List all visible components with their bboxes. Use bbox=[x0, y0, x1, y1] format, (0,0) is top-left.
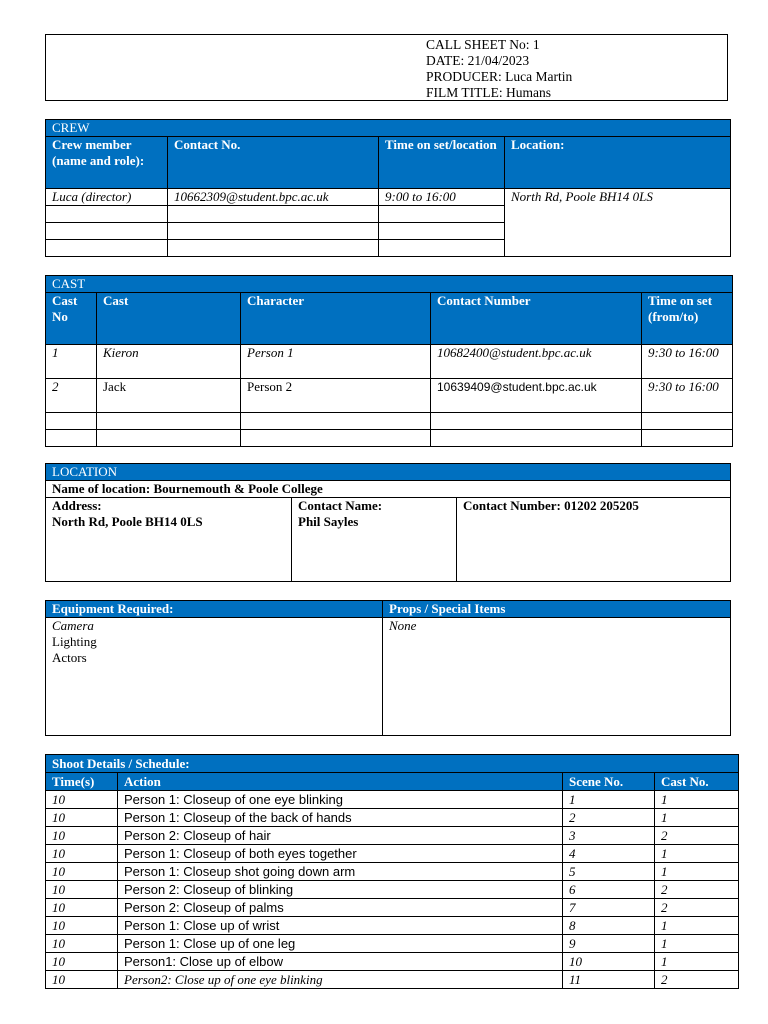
schedule-cell: 2 bbox=[655, 899, 739, 917]
schedule-cell: 1 bbox=[655, 935, 739, 953]
crew-cell bbox=[46, 240, 168, 257]
schedule-title: Shoot Details / Schedule: bbox=[46, 755, 739, 773]
schedule-row bbox=[46, 935, 739, 953]
schedule-row bbox=[46, 809, 739, 827]
crew-cell bbox=[379, 206, 505, 223]
schedule-cell: 10 bbox=[563, 953, 655, 971]
location-title: LOCATION bbox=[46, 464, 731, 481]
address-label: Address: bbox=[52, 498, 102, 513]
schedule-cell: 1 bbox=[655, 953, 739, 971]
schedule-table bbox=[45, 754, 739, 989]
cast-cell: Jack bbox=[97, 379, 241, 413]
schedule-cell: 10 bbox=[46, 809, 118, 827]
call-sheet-header bbox=[45, 34, 728, 101]
crew-cell bbox=[46, 223, 168, 240]
cast-cell bbox=[241, 413, 431, 430]
crew-cell bbox=[168, 240, 379, 257]
call-sheet-number: CALL SHEET No: 1 bbox=[426, 37, 540, 52]
crew-title: CREW bbox=[46, 120, 731, 137]
equipment-list bbox=[46, 618, 383, 736]
schedule-cell: 7 bbox=[563, 899, 655, 917]
cast-cell: 9:30 to 16:00 bbox=[642, 379, 733, 413]
schedule-row bbox=[46, 881, 739, 899]
schedule-cell: 2 bbox=[655, 881, 739, 899]
schedule-cell: Person 1: Close up of one leg bbox=[118, 935, 563, 953]
schedule-cell: 1 bbox=[655, 809, 739, 827]
crew-cell: 9:00 to 16:00 bbox=[379, 189, 505, 206]
schedule-cell: 2 bbox=[563, 809, 655, 827]
contact-name-label: Contact Name: bbox=[298, 498, 383, 513]
schedule-cell: Person 1: Closeup shot going down arm bbox=[118, 863, 563, 881]
location-name: Name of location: Bournemouth & Poole College bbox=[46, 481, 731, 498]
schedule-cell: 8 bbox=[563, 917, 655, 935]
schedule-cell: 5 bbox=[563, 863, 655, 881]
schedule-header-time: Time(s) bbox=[46, 773, 118, 791]
cast-cell: 10639409@student.bpc.ac.uk bbox=[431, 379, 642, 413]
crew-cell bbox=[379, 240, 505, 257]
cast-cell: Kieron bbox=[97, 345, 241, 379]
cast-header-character: Character bbox=[241, 293, 431, 345]
schedule-cell: 10 bbox=[46, 899, 118, 917]
cast-cell: Person 2 bbox=[241, 379, 431, 413]
equipment-item: Camera bbox=[52, 618, 94, 633]
crew-cell bbox=[168, 223, 379, 240]
crew-cell: Luca (director) bbox=[46, 189, 168, 206]
schedule-cell: 1 bbox=[655, 917, 739, 935]
cast-cell bbox=[97, 413, 241, 430]
cast-cell: 2 bbox=[46, 379, 97, 413]
schedule-cell: Person1: Close up of elbow bbox=[118, 953, 563, 971]
crew-cell bbox=[46, 206, 168, 223]
schedule-cell: Person 1: Close up of wrist bbox=[118, 917, 563, 935]
schedule-header-scene: Scene No. bbox=[563, 773, 655, 791]
crew-header-contact: Contact No. bbox=[168, 137, 379, 189]
cast-cell: Person 1 bbox=[241, 345, 431, 379]
cast-header-cast: Cast bbox=[97, 293, 241, 345]
address-value: North Rd, Poole BH14 0LS bbox=[52, 514, 203, 529]
schedule-row bbox=[46, 791, 739, 809]
schedule-cell: 1 bbox=[563, 791, 655, 809]
cast-cell bbox=[97, 430, 241, 447]
schedule-cell: Person2: Close up of one eye blinking bbox=[118, 971, 563, 989]
call-sheet-date: DATE: 21/04/2023 bbox=[426, 53, 530, 68]
producer: PRODUCER: Luca Martin bbox=[426, 69, 573, 84]
schedule-cell: 10 bbox=[46, 971, 118, 989]
schedule-cell: 1 bbox=[655, 863, 739, 881]
schedule-cell: 10 bbox=[46, 917, 118, 935]
crew-cell bbox=[379, 223, 505, 240]
cast-header-time: Time on set (from/to) bbox=[642, 293, 733, 345]
schedule-cell: Person 1: Closeup of both eyes together bbox=[118, 845, 563, 863]
schedule-row bbox=[46, 845, 739, 863]
cast-table bbox=[45, 275, 733, 447]
header-info bbox=[426, 37, 572, 101]
equipment-item: Lighting bbox=[52, 634, 97, 649]
schedule-cell: 10 bbox=[46, 791, 118, 809]
cast-cell: 1 bbox=[46, 345, 97, 379]
props-header: Props / Special Items bbox=[383, 601, 731, 618]
schedule-cell: 2 bbox=[655, 827, 739, 845]
cast-cell bbox=[46, 430, 97, 447]
cast-cell bbox=[46, 413, 97, 430]
cast-cell bbox=[642, 413, 733, 430]
schedule-cell: 9 bbox=[563, 935, 655, 953]
equipment-header: Equipment Required: bbox=[46, 601, 383, 618]
location-contact-number: Contact Number: 01202 205205 bbox=[457, 498, 731, 582]
schedule-row bbox=[46, 971, 739, 989]
equipment-item: Actors bbox=[52, 650, 87, 665]
schedule-cell: 1 bbox=[655, 845, 739, 863]
cast-cell: 10682400@student.bpc.ac.uk bbox=[431, 345, 642, 379]
schedule-cell: 10 bbox=[46, 953, 118, 971]
film-title: FILM TITLE: Humans bbox=[426, 85, 551, 100]
cast-header-contact: Contact Number bbox=[431, 293, 642, 345]
crew-cell: 10662309@student.bpc.ac.uk bbox=[168, 189, 379, 206]
schedule-cell: 11 bbox=[563, 971, 655, 989]
schedule-row bbox=[46, 899, 739, 917]
schedule-header-action: Action bbox=[118, 773, 563, 791]
crew-table bbox=[45, 119, 731, 257]
location-table bbox=[45, 463, 731, 582]
schedule-cell: Person 2: Closeup of blinking bbox=[118, 881, 563, 899]
cast-header-no: Cast No bbox=[46, 293, 97, 345]
props-list bbox=[383, 618, 731, 736]
schedule-row bbox=[46, 863, 739, 881]
crew-location-cell: North Rd, Poole BH14 0LS bbox=[505, 189, 731, 257]
crew-header-time: Time on set/location bbox=[379, 137, 505, 189]
equipment-table bbox=[45, 600, 731, 736]
cast-cell bbox=[642, 430, 733, 447]
schedule-cell: 1 bbox=[655, 791, 739, 809]
schedule-cell: 10 bbox=[46, 863, 118, 881]
contact-name-value: Phil Sayles bbox=[298, 514, 359, 529]
location-address bbox=[46, 498, 292, 582]
schedule-cell: 3 bbox=[563, 827, 655, 845]
cast-cell bbox=[431, 430, 642, 447]
schedule-row bbox=[46, 827, 739, 845]
crew-header-location: Location: bbox=[505, 137, 731, 189]
crew-header-member: Crew member (name and role): bbox=[46, 137, 168, 189]
schedule-row bbox=[46, 917, 739, 935]
cast-cell bbox=[241, 430, 431, 447]
schedule-cell: 10 bbox=[46, 881, 118, 899]
location-contact-name bbox=[292, 498, 457, 582]
schedule-cell: 10 bbox=[46, 827, 118, 845]
schedule-header-cast: Cast No. bbox=[655, 773, 739, 791]
schedule-cell: Person 1: Closeup of the back of hands bbox=[118, 809, 563, 827]
schedule-row bbox=[46, 953, 739, 971]
cast-cell bbox=[431, 413, 642, 430]
schedule-cell: Person 2: Closeup of palms bbox=[118, 899, 563, 917]
crew-cell bbox=[168, 206, 379, 223]
schedule-cell: 10 bbox=[46, 935, 118, 953]
schedule-cell: Person 2: Closeup of hair bbox=[118, 827, 563, 845]
props-item: None bbox=[389, 618, 417, 633]
schedule-cell: 10 bbox=[46, 845, 118, 863]
schedule-cell: 4 bbox=[563, 845, 655, 863]
cast-title: CAST bbox=[46, 276, 733, 293]
cast-cell: 9:30 to 16:00 bbox=[642, 345, 733, 379]
schedule-cell: Person 1: Closeup of one eye blinking bbox=[118, 791, 563, 809]
schedule-cell: 2 bbox=[655, 971, 739, 989]
schedule-cell: 6 bbox=[563, 881, 655, 899]
